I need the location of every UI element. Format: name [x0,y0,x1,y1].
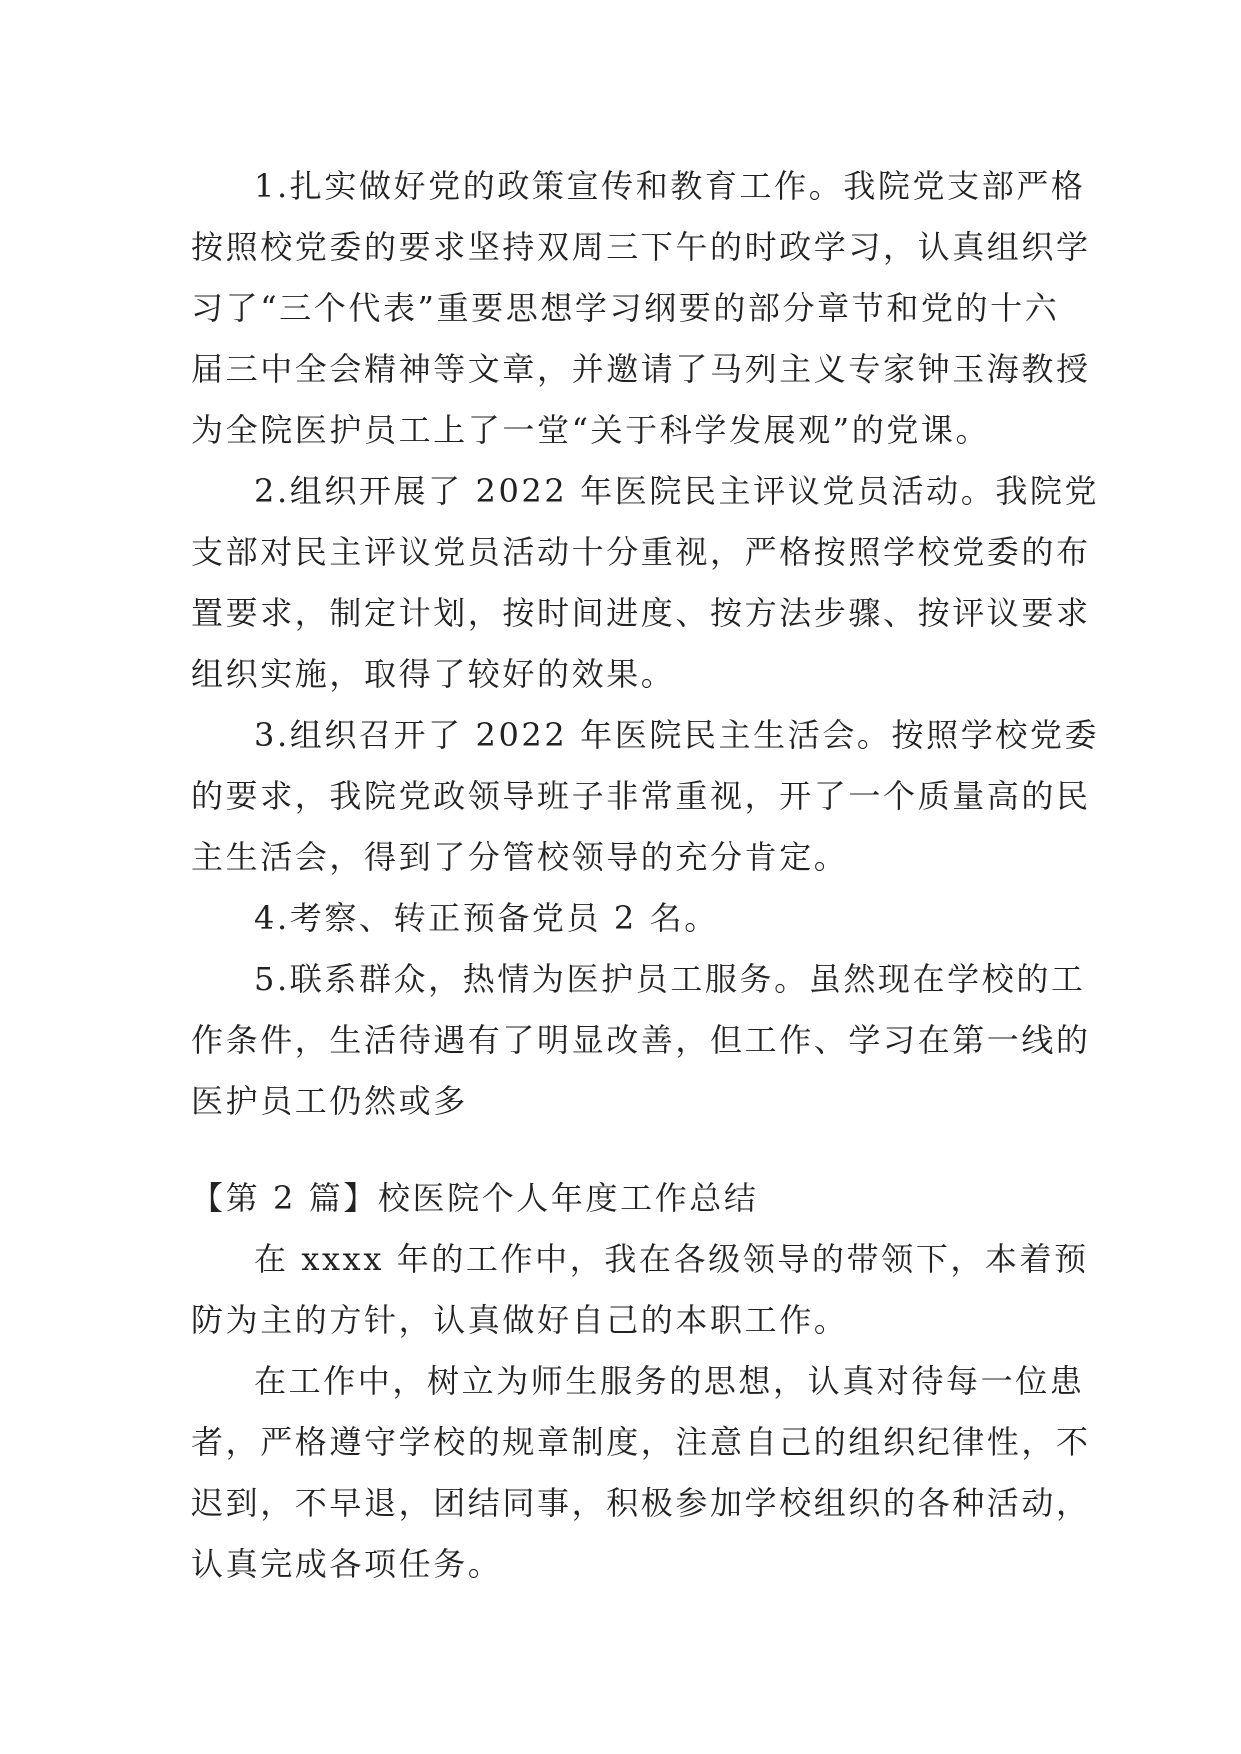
paragraph-1-line-5: 为全院医护员工上了一堂“关于科学发展观”的党课。 [191,411,991,449]
paragraph-7-line-3: 迟到，不早退，团结同事，积极参加学校组织的各种活动， [191,1484,1091,1522]
paragraph-6-line-2: 防为主的方针，认真做好自己的本职工作。 [191,1301,849,1339]
paragraph-5-line-2: 作条件，生活待遇有了明显改善，但工作、学习在第一线的 [191,1021,1091,1059]
paragraph-1-line-2: 按照校党委的要求坚持双周三下午的时政学习，认真组织学 [191,228,1091,266]
paragraph-2-line-2: 支部对民主评议党员活动十分重视，严格按照学校党委的布 [191,533,1091,571]
paragraph-7-line-1: 在工作中，树立为师生服务的思想，认真对待每一位患 [254,1362,1085,1400]
paragraph-3-line-1: 3.组织召开了 2022 年医院民主生活会。按照学校党委 [254,716,1100,754]
paragraph-5-line-1: 5.联系群众，热情为医护员工服务。虽然现在学校的工 [254,960,1086,998]
paragraph-2-line-3: 置要求，制定计划，按时间进度、按方法步骤、按评议要求 [191,594,1091,632]
paragraph-3-line-2: 的要求，我院党政领导班子非常重视，开了一个质量高的民 [191,777,1091,815]
paragraph-2-line-4: 组织实施，取得了较好的效果。 [191,655,676,693]
paragraph-7-line-2: 者，严格遵守学校的规章制度，注意自己的组织纪律性，不 [191,1423,1091,1461]
paragraph-4-line-1: 4.考察、转正预备党员 2 名。 [254,899,719,937]
paragraph-5-line-3: 医护员工仍然或多 [191,1082,468,1120]
paragraph-7-line-4: 认真完成各项任务。 [191,1545,503,1583]
paragraph-1-line-3: 习了“三个代表”重要思想学习纲要的部分章节和党的十六 [191,289,1060,327]
section-heading: 【第 2 篇】校医院个人年度工作总结 [191,1179,759,1217]
paragraph-1-line-4: 届三中全会精神等文章，并邀请了马列主义专家钟玉海教授 [191,350,1091,388]
paragraph-3-line-3: 主生活会，得到了分管校领导的充分肯定。 [191,838,849,876]
paragraph-6-line-1: 在 xxxx 年的工作中，我在各级领导的带领下，本着预 [254,1240,1089,1278]
paragraph-1-line-1: 1.扎实做好党的政策宣传和教育工作。我院党支部严格 [254,167,1086,205]
paragraph-2-line-1: 2.组织开展了 2022 年医院民主评议党员活动。我院党 [254,472,1100,510]
